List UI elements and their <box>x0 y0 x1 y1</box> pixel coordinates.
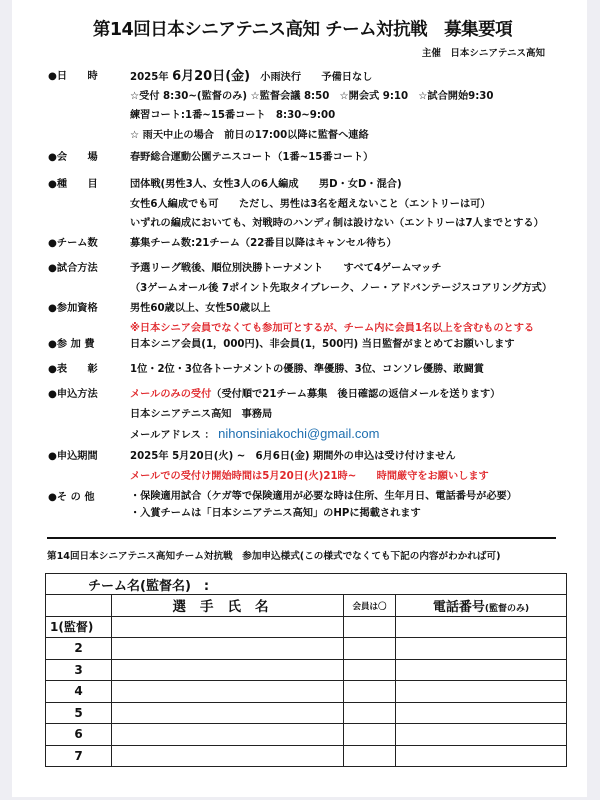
year-text: 2025年 <box>130 72 173 83</box>
event-line: 団体戦(男性3人、女性3人の6人編成 男D・女D・混合) <box>130 179 402 190</box>
section-label: ●種 目 <box>48 179 98 190</box>
row-number: 4 <box>46 681 112 703</box>
phone-cell[interactable] <box>396 659 567 681</box>
player-name-cell[interactable] <box>112 681 344 703</box>
section-label: ●参加資格 <box>48 303 98 314</box>
player-name-cell[interactable] <box>112 724 344 746</box>
phone-cell[interactable] <box>396 745 567 767</box>
phone-cell[interactable] <box>396 638 567 660</box>
player-row <box>46 638 567 660</box>
phone-cell[interactable] <box>396 724 567 746</box>
event-line: いずれの編成においても、対戦時のハンディ制は設けない（エントリーは7人までとする） <box>130 218 544 229</box>
player-row <box>46 724 567 746</box>
period-note: メールでの受付け開始時間は5月20日(火)21時~ 時間厳守をお願いします <box>130 470 489 482</box>
player-name-cell[interactable] <box>112 702 344 724</box>
organizer: 主催 日本シニアテニス高知 <box>421 48 545 59</box>
row-number: 5 <box>46 702 112 724</box>
fee-text: 日本シニア会員(1，000円)、非会員(1，500円) 当日監督がまとめてお願いします <box>130 339 515 350</box>
section-label: ●会 場 <box>48 152 98 163</box>
header-phone <box>396 595 567 617</box>
header-blank <box>46 595 112 617</box>
teams-text: 募集チーム数:21チーム（22番目以降はキャンセル待ち） <box>130 238 397 249</box>
member-cell[interactable] <box>344 702 396 724</box>
team-name-label: チーム名(監督名) : <box>88 578 210 594</box>
member-cell[interactable] <box>344 724 396 746</box>
schedule-line: ☆受付 8:30~(監督のみ) ☆監督会議 8:50 ☆開会式 9:10 ☆試合開始9:30 <box>130 90 494 102</box>
player-row <box>46 745 567 767</box>
format-line: （3ゲームオール後 7ポイント先取タイブレーク、ノー・アドバンテージスコアリング方式） <box>130 282 553 294</box>
eligibility-note: ※日本シニア会員でなくても参加可とするが、チーム内に会員1名以上を含むものとする <box>130 322 535 334</box>
header-member <box>344 595 396 617</box>
row-number: 6 <box>46 724 112 746</box>
member-cell[interactable] <box>344 681 396 703</box>
event-line: 女性6人編成でも可 ただし、男性は3名を超えないこと（エントリーは可） <box>130 198 491 210</box>
practice-line: 練習コート:1番~15番コート 8:30~9:00 <box>130 110 336 121</box>
phone-cell[interactable] <box>396 616 567 638</box>
entry-form-table <box>45 573 567 767</box>
player-name-cell[interactable] <box>112 745 344 767</box>
apply-note: （受付順で21チーム募集 後日確認の返信メールを送ります） <box>211 389 501 400</box>
weather-note: 小雨決行 予備日なし <box>250 72 373 83</box>
awards-text: 1位・2位・3位各トーナメントの優勝、準優勝、3位、コンソレ優勝、敢闘賞 <box>130 364 484 375</box>
member-cell[interactable] <box>344 616 396 638</box>
section-label: ●申込方法 <box>48 389 98 400</box>
section-label: ●そ の 他 <box>48 492 95 503</box>
player-name-cell[interactable] <box>112 638 344 660</box>
member-cell[interactable] <box>344 659 396 681</box>
header-member-text: 会員は〇 <box>352 602 387 613</box>
section-label: ●参 加 費 <box>48 339 95 350</box>
row-number: 2 <box>46 638 112 660</box>
section-label: ●試合方法 <box>48 263 98 274</box>
email-only-note: メールのみの受付 <box>130 389 212 400</box>
form-title: 第14回日本シニアテニス高知チーム対抗戦 参加申込様式(この様式でなくても下記の内容がわかれば可) <box>47 551 501 562</box>
team-name-field[interactable] <box>46 574 567 595</box>
row-number: 3 <box>46 659 112 681</box>
section-label: ●チーム数 <box>48 238 98 249</box>
rain-line: ☆ 雨天中止の場合 前日の17:00以降に監督へ連絡 <box>130 129 369 141</box>
eligibility-line: 男性60歳以上、女性50歳以上 <box>130 303 271 314</box>
team-name-row <box>46 574 567 595</box>
period-text: 2025年 5月20日(火) ~ 6月6日(金) 期間外の申込は受け付けません <box>130 451 456 462</box>
row-number: 7 <box>46 745 112 767</box>
player-name-cell[interactable] <box>112 616 344 638</box>
document-title: 第14回日本シニアテニス高知 チーム対抗戦 募集要項 <box>92 20 513 40</box>
header-player-name-text: 選手氏名 <box>172 599 283 616</box>
phone-cell[interactable] <box>396 681 567 703</box>
section-label: ●日 時 <box>48 71 98 82</box>
document-page <box>12 0 587 797</box>
player-row <box>46 659 567 681</box>
header-row <box>46 595 567 617</box>
row-number: 1(監督) <box>46 616 112 638</box>
member-cell[interactable] <box>344 638 396 660</box>
player-row <box>46 681 567 703</box>
email-link[interactable]: nihonsiniakochi@gmail.com <box>218 426 380 441</box>
phone-cell[interactable] <box>396 702 567 724</box>
office-name: 日本シニアテニス高知 事務局 <box>130 408 273 420</box>
header-phone-text: 電話番号 <box>432 599 485 615</box>
section-label: ●表 彰 <box>48 364 98 375</box>
other-line: ・保険適用試合（ケガ等で保険適用が必要な時は住所、生年月日、電話番号が必要） <box>130 491 517 502</box>
divider <box>47 537 556 539</box>
member-cell[interactable] <box>344 745 396 767</box>
section-label: ●申込期間 <box>48 451 98 462</box>
format-line: 予選リーグ戦後、順位別決勝トーナメント すべて4ゲームマッチ <box>130 263 442 274</box>
other-line: ・入賞チームは「日本シニアテニス高知」のHPに掲載されます <box>130 508 421 519</box>
venue-text: 春野総合運動公園テニスコート（1番~15番コート） <box>130 152 374 163</box>
header-player-name <box>112 595 344 617</box>
header-phone-note: (監督のみ) <box>484 603 530 614</box>
email-label: メールアドレス ： <box>130 430 219 441</box>
player-row <box>46 702 567 724</box>
player-name-cell[interactable] <box>112 659 344 681</box>
player-row <box>46 616 567 638</box>
event-date: 6月20日(金) <box>172 69 251 84</box>
